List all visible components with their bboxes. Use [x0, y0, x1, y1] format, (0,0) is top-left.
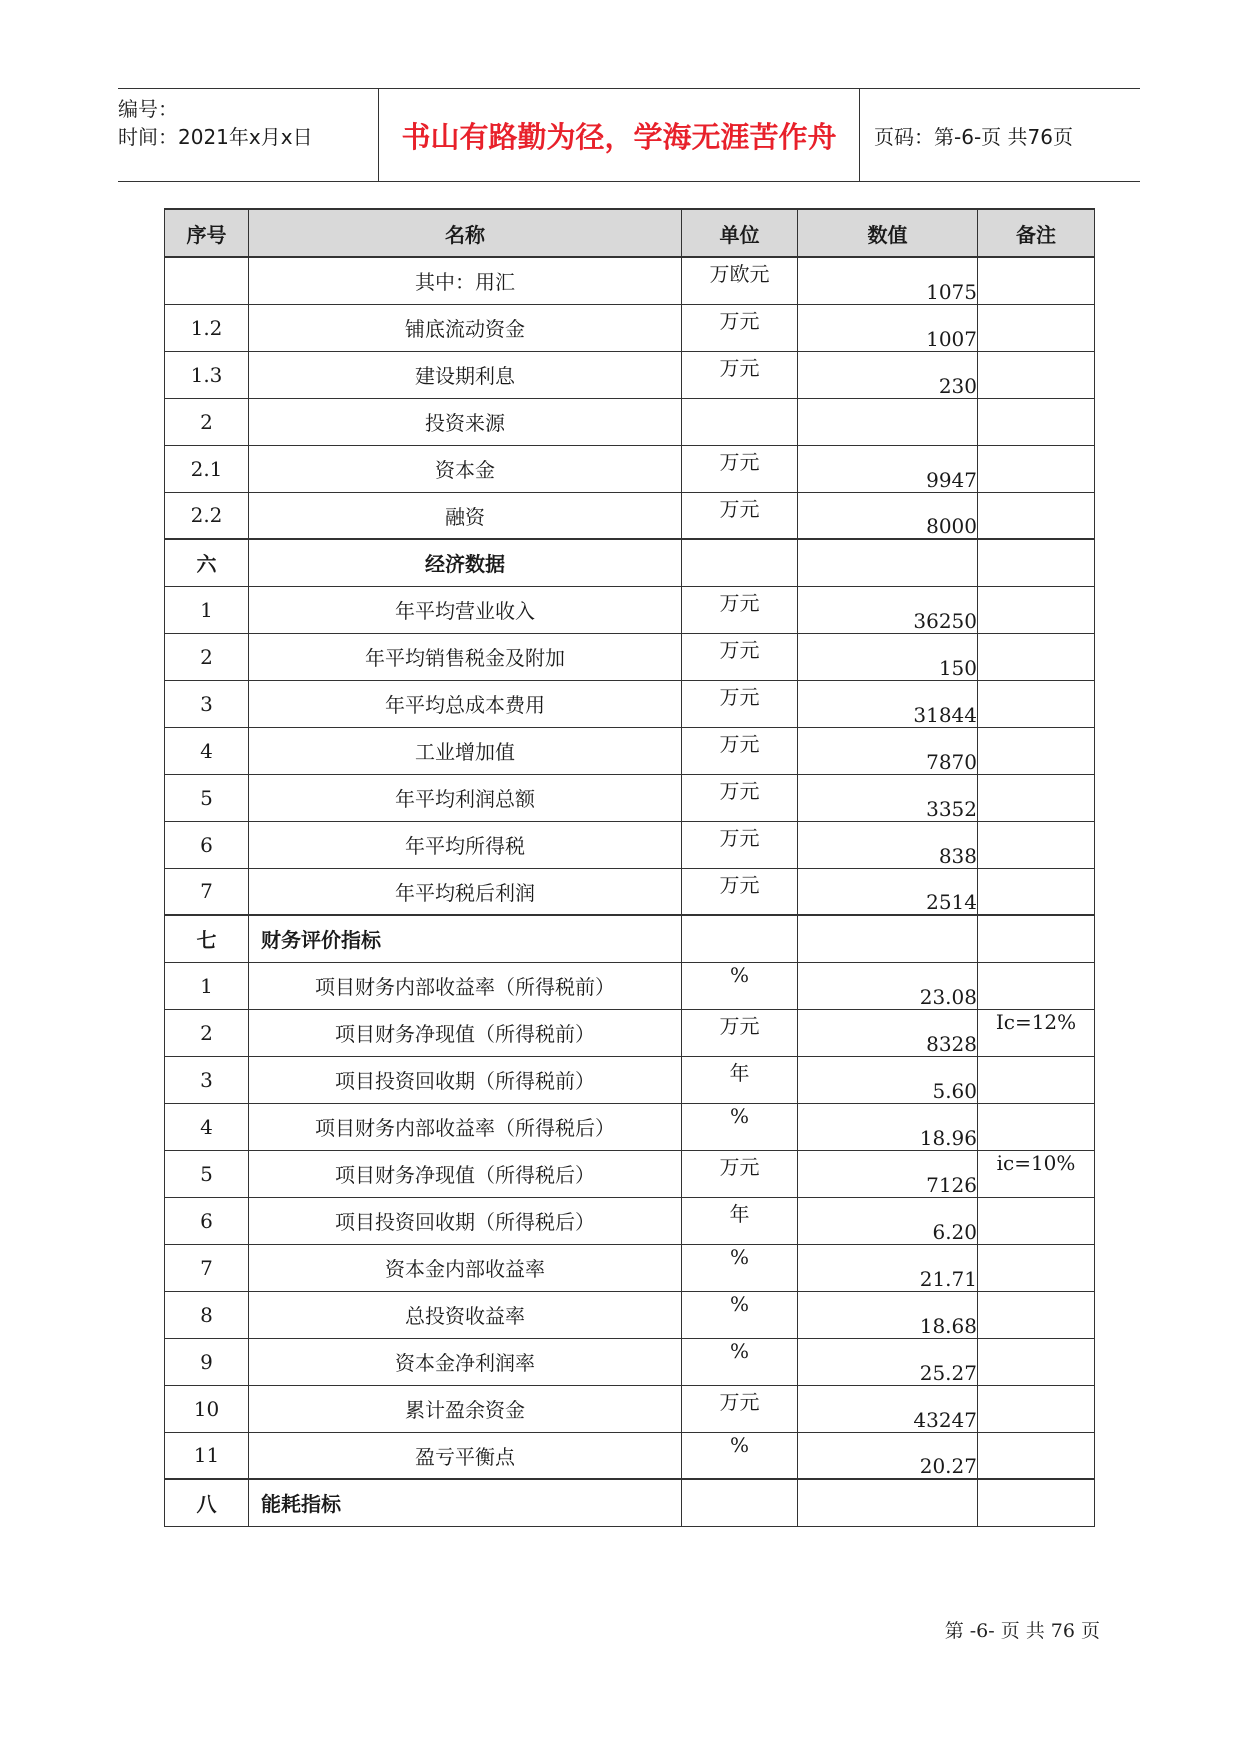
table-row [165, 962, 1095, 1009]
row-number: 1 [165, 962, 249, 1009]
table-row [165, 821, 1095, 868]
row-number: 3 [165, 1056, 249, 1103]
table-row [165, 774, 1095, 821]
row-unit: 万元 [682, 586, 798, 633]
row-note [978, 821, 1095, 868]
row-value [798, 915, 978, 962]
row-unit: 万元 [682, 633, 798, 680]
row-name: 项目财务净现值（所得税后） [249, 1150, 682, 1197]
table-row [165, 680, 1095, 727]
row-name: 项目财务净现值（所得税前） [249, 1009, 682, 1056]
row-unit: 万元 [682, 351, 798, 398]
table-row [165, 1197, 1095, 1244]
row-note [978, 351, 1095, 398]
document-time: 时间：2021年x月x日 [118, 125, 313, 149]
column-header-name: 名称 [249, 209, 682, 257]
table-row [165, 1385, 1095, 1432]
row-name: 财务评价指标 [249, 915, 682, 962]
row-value: 2514 [798, 868, 978, 915]
row-name: 工业增加值 [249, 727, 682, 774]
row-unit: 万元 [682, 445, 798, 492]
row-number: 2 [165, 398, 249, 445]
row-number: 2.1 [165, 445, 249, 492]
row-number: 10 [165, 1385, 249, 1432]
row-note [978, 1291, 1095, 1338]
row-name: 资本金内部收益率 [249, 1244, 682, 1291]
data-table [164, 208, 1095, 1527]
row-number: 2.2 [165, 492, 249, 539]
row-value [798, 398, 978, 445]
row-number: 八 [165, 1479, 249, 1526]
row-number: 1.2 [165, 304, 249, 351]
table-row [165, 1103, 1095, 1150]
table-row [165, 586, 1095, 633]
row-note [978, 868, 1095, 915]
row-unit: % [682, 1338, 798, 1385]
table-row [165, 868, 1095, 915]
row-name: 铺底流动资金 [249, 304, 682, 351]
row-value: 36250 [798, 586, 978, 633]
row-value: 7126 [798, 1150, 978, 1197]
row-number: 2 [165, 633, 249, 680]
row-unit: 万元 [682, 1150, 798, 1197]
row-name: 年平均税后利润 [249, 868, 682, 915]
row-value: 1075 [798, 257, 978, 304]
table-row [165, 1291, 1095, 1338]
row-number: 1.3 [165, 351, 249, 398]
row-unit: % [682, 1244, 798, 1291]
row-value: 1007 [798, 304, 978, 351]
row-unit: 万元 [682, 868, 798, 915]
row-unit: 万欧元 [682, 257, 798, 304]
row-unit: % [682, 1291, 798, 1338]
row-unit [682, 539, 798, 586]
row-name: 建设期利息 [249, 351, 682, 398]
row-unit: % [682, 1432, 798, 1479]
row-unit: 万元 [682, 492, 798, 539]
row-value: 6.20 [798, 1197, 978, 1244]
row-value [798, 539, 978, 586]
row-number: 2 [165, 1009, 249, 1056]
row-unit: % [682, 962, 798, 1009]
row-value: 21.71 [798, 1244, 978, 1291]
row-note [978, 445, 1095, 492]
row-note [978, 962, 1095, 1009]
row-note [978, 1432, 1095, 1479]
row-note [978, 586, 1095, 633]
document-number-label: 编号： [118, 97, 178, 121]
row-unit [682, 1479, 798, 1526]
row-note [978, 304, 1095, 351]
row-value: 8000 [798, 492, 978, 539]
row-number: 5 [165, 1150, 249, 1197]
row-value: 838 [798, 821, 978, 868]
row-name: 能耗指标 [249, 1479, 682, 1526]
row-unit: % [682, 1103, 798, 1150]
row-note [978, 633, 1095, 680]
table-row [165, 1479, 1095, 1526]
row-number: 七 [165, 915, 249, 962]
row-note [978, 1385, 1095, 1432]
row-name: 项目投资回收期（所得税前） [249, 1056, 682, 1103]
row-unit: 万元 [682, 1009, 798, 1056]
row-name: 投资来源 [249, 398, 682, 445]
table-row [165, 539, 1095, 586]
row-unit: 万元 [682, 1385, 798, 1432]
row-number: 7 [165, 868, 249, 915]
row-note [978, 1479, 1095, 1526]
row-number: 六 [165, 539, 249, 586]
row-number: 1 [165, 586, 249, 633]
row-note [978, 1197, 1095, 1244]
row-note [978, 1338, 1095, 1385]
row-value: 18.96 [798, 1103, 978, 1150]
row-number: 11 [165, 1432, 249, 1479]
row-value: 9947 [798, 445, 978, 492]
row-unit: 万元 [682, 304, 798, 351]
row-unit: 万元 [682, 774, 798, 821]
table-row [165, 1056, 1095, 1103]
row-note [978, 727, 1095, 774]
row-note [978, 539, 1095, 586]
row-number: 7 [165, 1244, 249, 1291]
row-name: 项目财务内部收益率（所得税前） [249, 962, 682, 1009]
row-unit: 万元 [682, 680, 798, 727]
row-number: 9 [165, 1338, 249, 1385]
row-name: 项目投资回收期（所得税后） [249, 1197, 682, 1244]
row-name: 累计盈余资金 [249, 1385, 682, 1432]
row-note: ic=10% [978, 1150, 1095, 1197]
row-value: 23.08 [798, 962, 978, 1009]
row-unit: 年 [682, 1197, 798, 1244]
row-note [978, 774, 1095, 821]
table-row [165, 633, 1095, 680]
row-unit [682, 398, 798, 445]
row-value: 25.27 [798, 1338, 978, 1385]
table-row [165, 915, 1095, 962]
table-row [165, 1150, 1095, 1197]
table-row [165, 492, 1095, 539]
row-unit: 万元 [682, 821, 798, 868]
row-number: 8 [165, 1291, 249, 1338]
row-name: 资本金 [249, 445, 682, 492]
row-unit: 年 [682, 1056, 798, 1103]
table-row [165, 1432, 1095, 1479]
table-row [165, 445, 1095, 492]
row-name: 经济数据 [249, 539, 682, 586]
row-name: 盈亏平衡点 [249, 1432, 682, 1479]
row-name: 总投资收益率 [249, 1291, 682, 1338]
table-row [165, 398, 1095, 445]
row-name: 年平均销售税金及附加 [249, 633, 682, 680]
row-name: 融资 [249, 492, 682, 539]
row-unit: 万元 [682, 727, 798, 774]
row-value: 43247 [798, 1385, 978, 1432]
row-value: 5.60 [798, 1056, 978, 1103]
table-row [165, 351, 1095, 398]
header-page-info: 页码：第-6-页 共76页 [874, 124, 1073, 149]
header-motto: 书山有路勤为径，学海无涯苦作舟 [378, 89, 860, 181]
row-number: 6 [165, 1197, 249, 1244]
row-name: 其中：用汇 [249, 257, 682, 304]
column-header-note: 备注 [978, 209, 1095, 257]
row-value: 3352 [798, 774, 978, 821]
table-body [165, 257, 1095, 1526]
row-value [798, 1479, 978, 1526]
table-row [165, 304, 1095, 351]
table-row [165, 1338, 1095, 1385]
row-name: 项目财务内部收益率（所得税后） [249, 1103, 682, 1150]
row-note [978, 492, 1095, 539]
row-note [978, 257, 1095, 304]
row-name: 资本金净利润率 [249, 1338, 682, 1385]
row-name: 年平均营业收入 [249, 586, 682, 633]
row-note [978, 1103, 1095, 1150]
row-value: 8328 [798, 1009, 978, 1056]
row-number [165, 257, 249, 304]
page-footer: 第 -6- 页 共 76 页 [944, 1620, 1100, 1642]
row-value: 7870 [798, 727, 978, 774]
row-note [978, 1244, 1095, 1291]
row-name: 年平均总成本费用 [249, 680, 682, 727]
row-value: 150 [798, 633, 978, 680]
row-value: 31844 [798, 680, 978, 727]
column-header-value: 数值 [798, 209, 978, 257]
column-header-unit: 单位 [682, 209, 798, 257]
row-value: 18.68 [798, 1291, 978, 1338]
row-note [978, 398, 1095, 445]
row-value: 20.27 [798, 1432, 978, 1479]
page-header [118, 88, 1140, 182]
row-name: 年平均利润总额 [249, 774, 682, 821]
row-number: 5 [165, 774, 249, 821]
header-meta [118, 89, 378, 181]
row-number: 6 [165, 821, 249, 868]
column-header-no: 序号 [165, 209, 249, 257]
table-header-row [165, 209, 1095, 257]
row-note [978, 915, 1095, 962]
row-note: Ic=12% [978, 1009, 1095, 1056]
row-number: 3 [165, 680, 249, 727]
row-number: 4 [165, 727, 249, 774]
row-note [978, 680, 1095, 727]
row-unit [682, 915, 798, 962]
table-row [165, 727, 1095, 774]
row-name: 年平均所得税 [249, 821, 682, 868]
row-note [978, 1056, 1095, 1103]
table-row [165, 257, 1095, 304]
table-row [165, 1009, 1095, 1056]
table-row [165, 1244, 1095, 1291]
row-number: 4 [165, 1103, 249, 1150]
row-value: 230 [798, 351, 978, 398]
